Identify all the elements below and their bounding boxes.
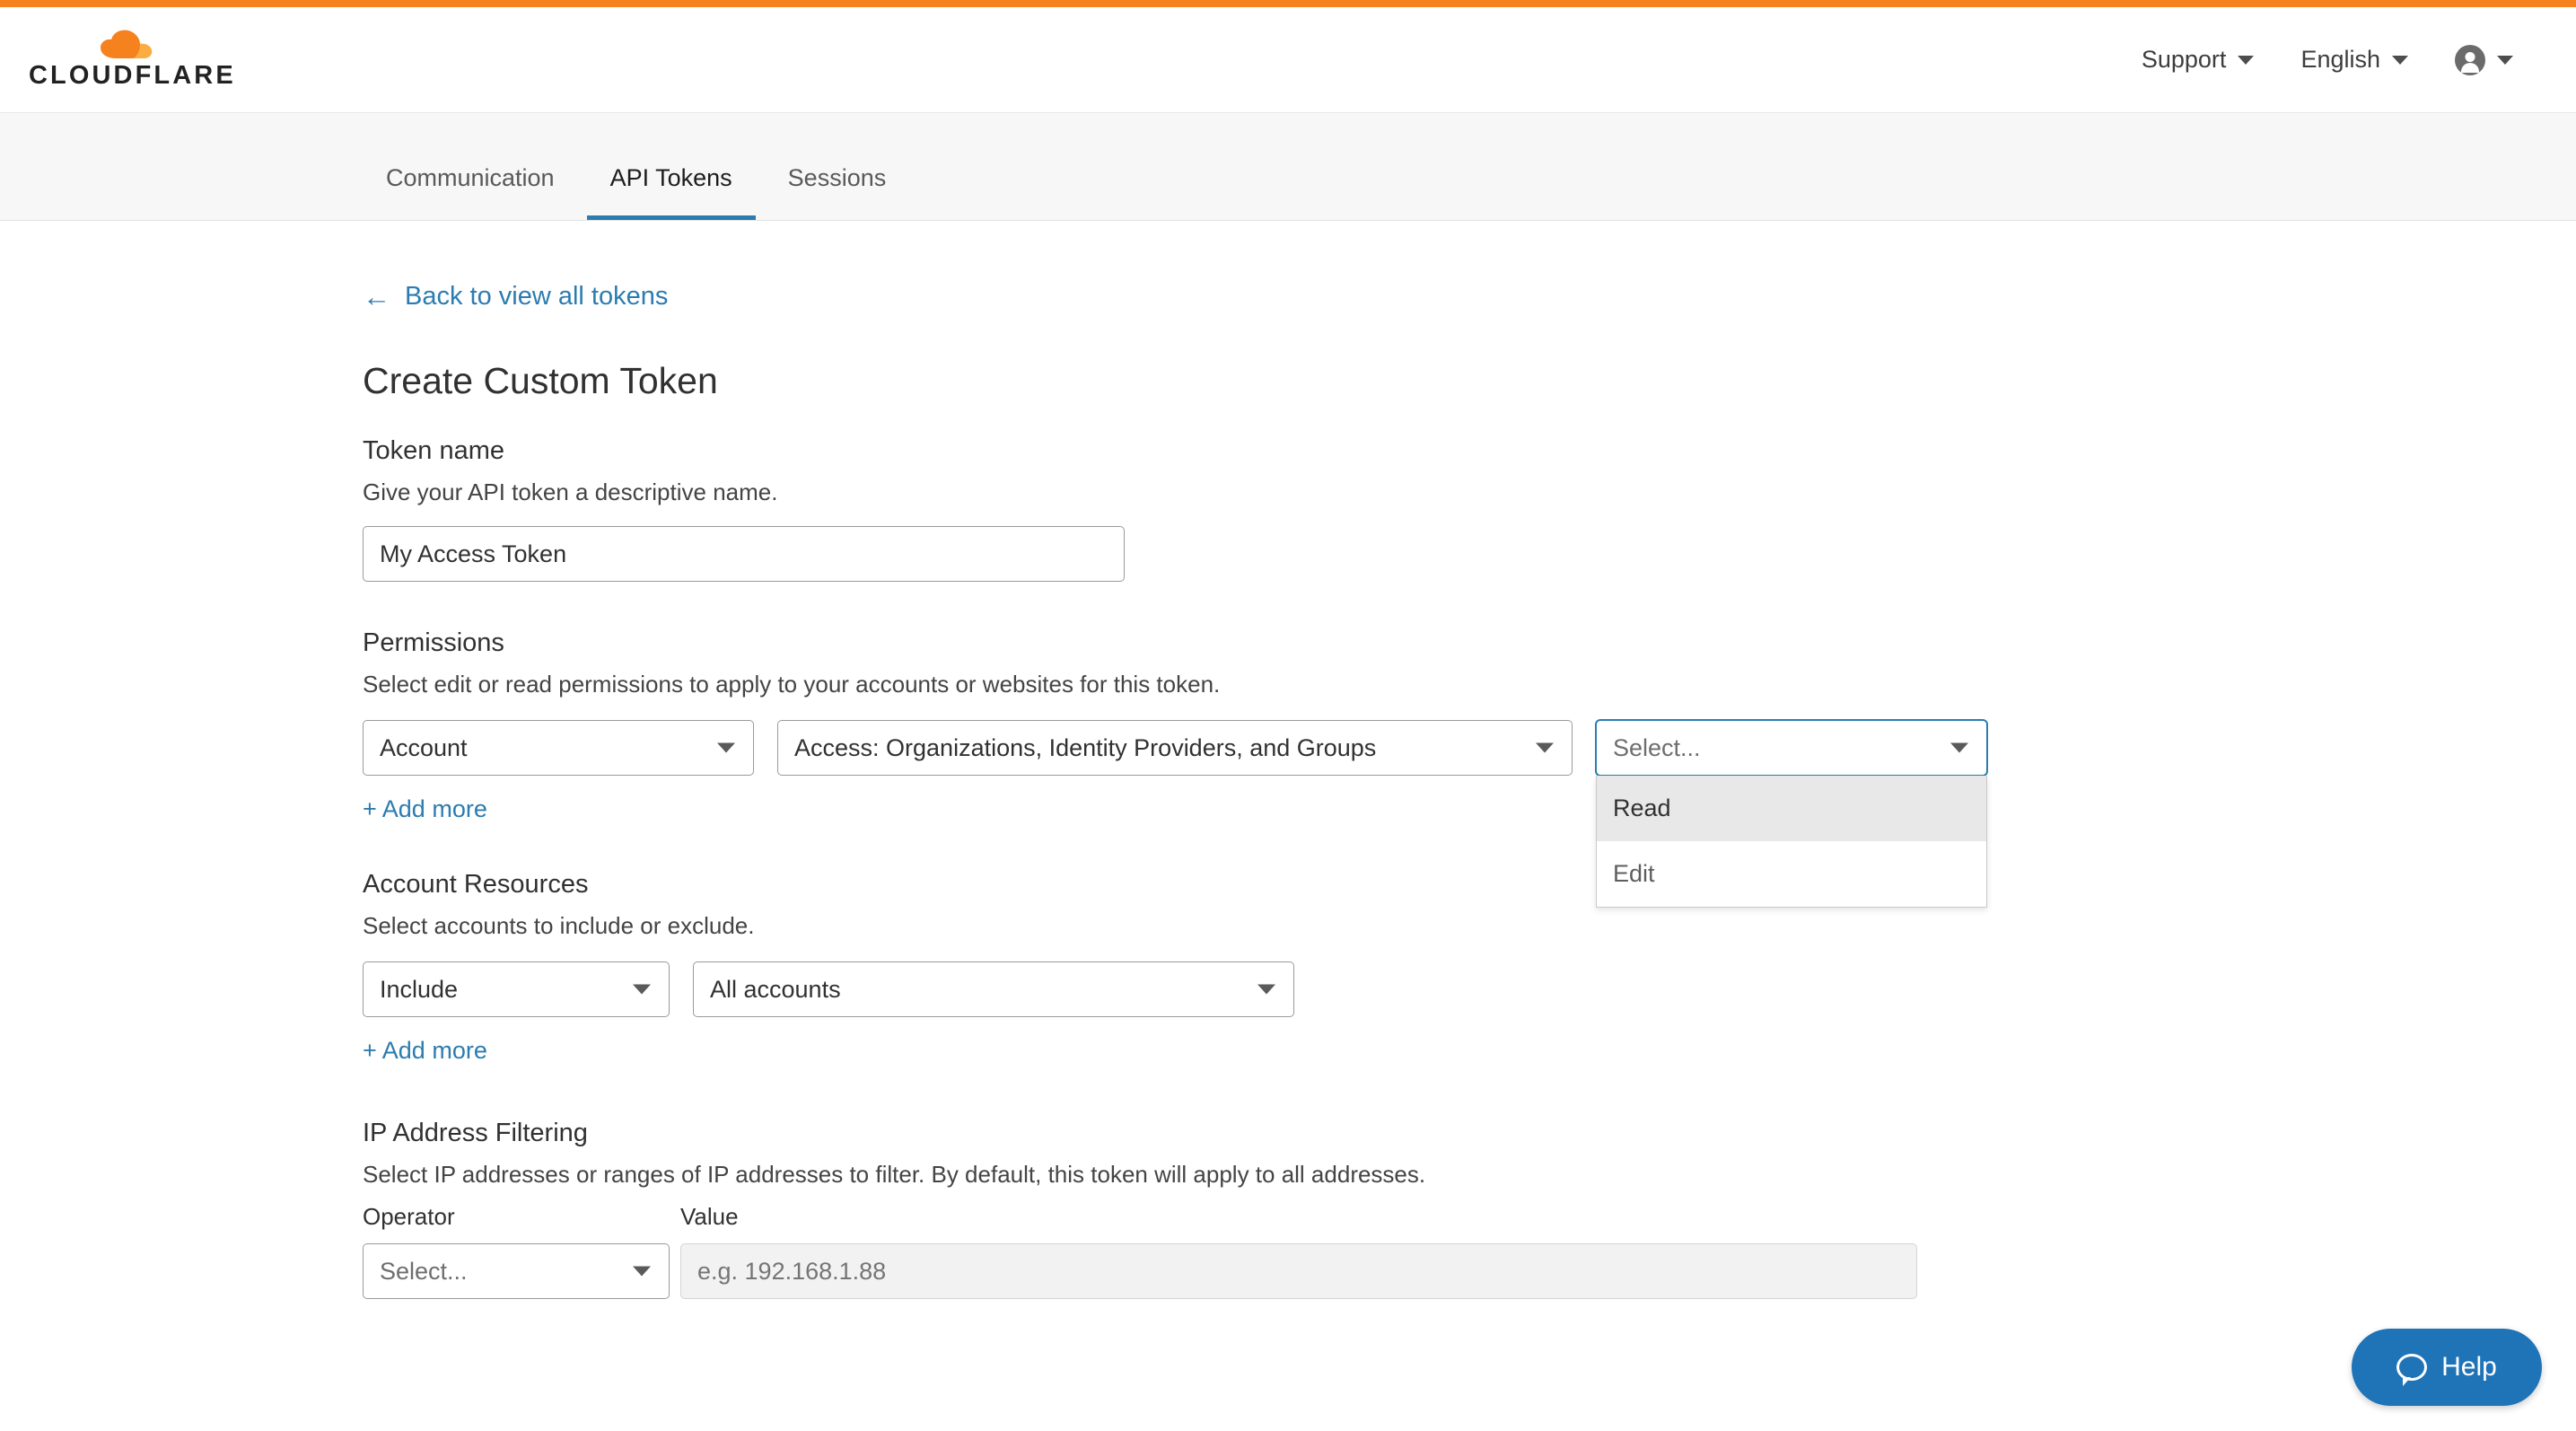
permissions-add-more-button[interactable]: + Add more	[363, 795, 487, 822]
tab-bar	[0, 113, 2576, 221]
account-include-value: Include	[380, 975, 459, 1003]
chevron-down-icon	[2497, 56, 2513, 65]
arrow-left-icon: ←	[363, 281, 390, 312]
dropdown-option-edit[interactable]: Edit	[1613, 860, 1655, 887]
cloudflare-logo[interactable]	[25, 29, 236, 91]
chevron-down-icon	[717, 743, 735, 753]
permission-resource-value: Access: Organizations, Identity Providers, and Groups	[794, 733, 1377, 761]
permission-scope-value: Account	[380, 733, 468, 761]
avatar	[2455, 45, 2485, 75]
permissions-description: Select edit or read permissions to apply to your accounts or websites for this token.	[363, 671, 1221, 698]
language-menu[interactable]	[2277, 37, 2431, 83]
back-link-label: Back to view all tokens	[405, 282, 669, 311]
account-resources-description: Select accounts to include or exclude.	[363, 912, 755, 939]
account-target-value: All accounts	[710, 975, 841, 1003]
support-menu[interactable]	[2118, 37, 2278, 83]
ip-filtering-row	[363, 1203, 2576, 1299]
header-actions	[2118, 36, 2537, 84]
ip-operator-value: Select...	[380, 1257, 468, 1285]
tab-communication[interactable]: Communication	[386, 164, 555, 191]
permission-level-value: Select...	[1613, 733, 1701, 761]
main-content	[0, 221, 2576, 1299]
back-to-tokens-link[interactable]	[363, 282, 668, 312]
account-resources-heading: Account Resources	[363, 870, 589, 899]
tab-api-tokens[interactable]: API Tokens	[587, 166, 756, 220]
help-button[interactable]	[2352, 1329, 2542, 1406]
ip-filtering-heading: IP Address Filtering	[363, 1119, 588, 1147]
ip-filtering-description: Select IP addresses or ranges of IP addresses to filter. By default, this token will apply to all addresses.	[363, 1161, 1426, 1188]
logo-wordmark: CLOUDFLARE	[29, 61, 236, 90]
account-target-select[interactable]	[693, 961, 1294, 1017]
chevron-down-icon	[1536, 743, 1554, 753]
dropdown-option-read[interactable]: Read	[1597, 776, 1986, 841]
chevron-down-icon	[1257, 985, 1275, 995]
ip-operator-select[interactable]	[363, 1243, 670, 1299]
account-include-select[interactable]	[363, 961, 670, 1017]
token-name-input[interactable]	[363, 526, 1125, 582]
language-label: English	[2300, 46, 2380, 73]
chevron-down-icon	[2238, 56, 2254, 65]
chevron-down-icon	[1950, 743, 1968, 753]
ip-value-label: Value	[680, 1203, 739, 1230]
tab-sessions[interactable]: Sessions	[787, 164, 887, 191]
account-resources-row	[363, 961, 2576, 1017]
token-name-description: Give your API token a descriptive name.	[363, 478, 778, 505]
help-label: Help	[2441, 1352, 2497, 1382]
support-label: Support	[2141, 46, 2227, 73]
cloud-icon	[99, 29, 181, 59]
site-header	[0, 7, 2576, 113]
token-name-heading: Token name	[363, 436, 504, 465]
permission-resource-select[interactable]	[777, 720, 1573, 776]
permission-level-dropdown	[1596, 776, 1987, 908]
account-menu[interactable]	[2431, 36, 2537, 84]
permission-scope-select[interactable]	[363, 720, 754, 776]
chevron-down-icon	[633, 985, 651, 995]
top-accent-bar	[0, 0, 2576, 7]
chat-bubble-icon	[2396, 1354, 2427, 1381]
chevron-down-icon	[2392, 56, 2408, 65]
permissions-heading: Permissions	[363, 628, 504, 657]
permission-level-select[interactable]	[1596, 720, 1987, 776]
chevron-down-icon	[633, 1267, 651, 1277]
ip-operator-field	[363, 1203, 670, 1299]
ip-value-field	[680, 1203, 1917, 1299]
ip-value-input[interactable]	[680, 1243, 1917, 1299]
account-resources-add-more-button[interactable]: + Add more	[363, 1037, 487, 1064]
ip-operator-label: Operator	[363, 1203, 455, 1230]
page-title: Create Custom Token	[363, 360, 718, 401]
